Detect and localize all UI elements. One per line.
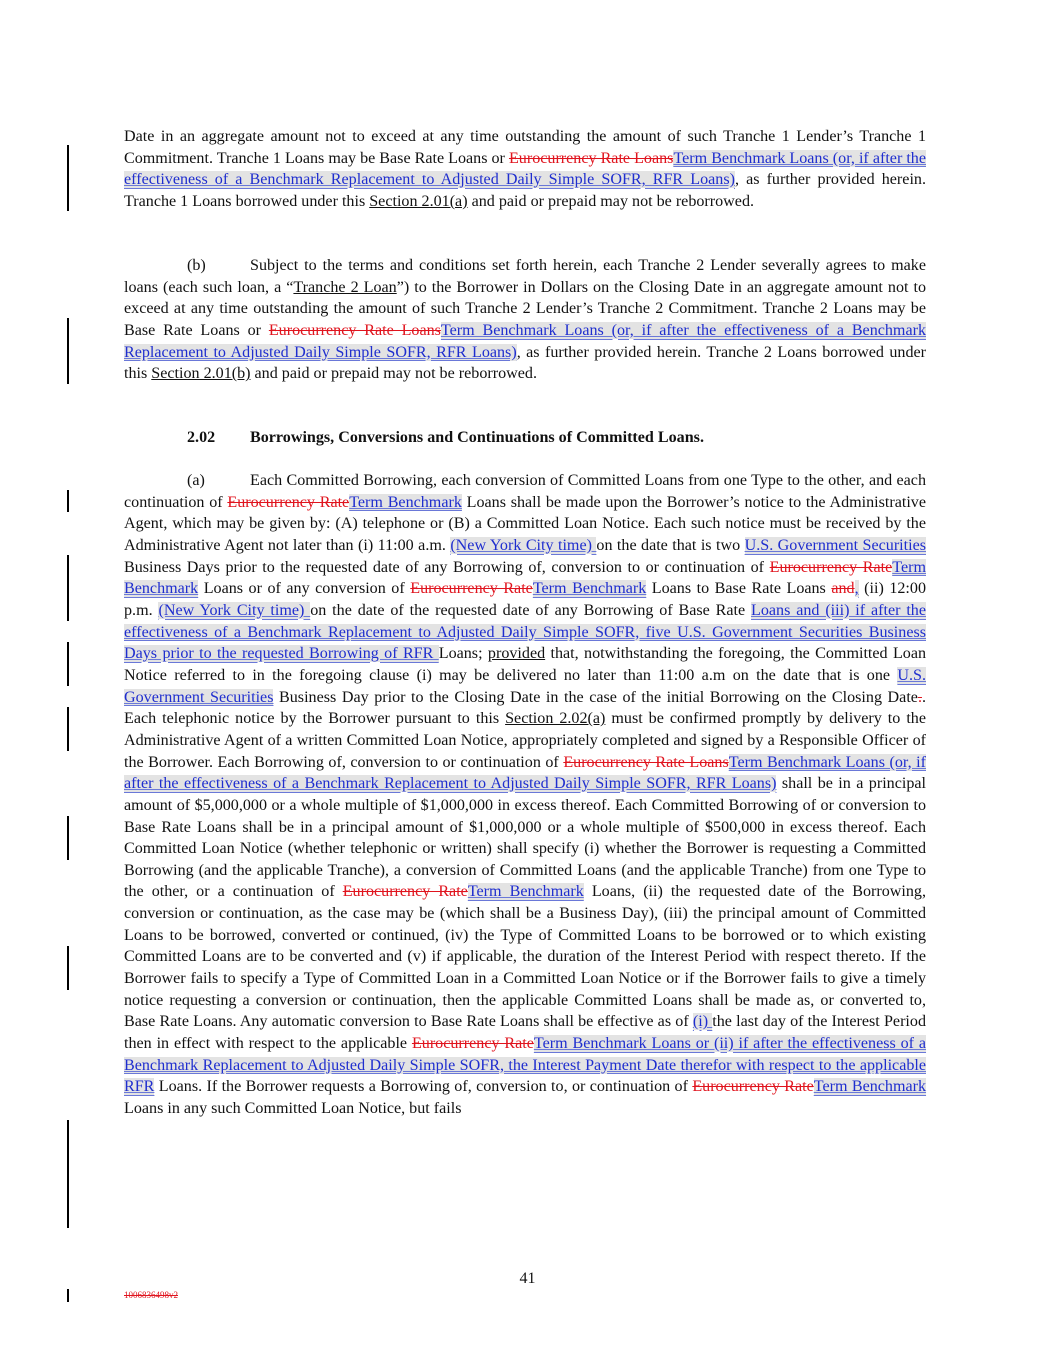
deleted-text: Eurocurrency Rate Loans [508,149,674,167]
inserted-text: Term Benchmark Loans or (ii) if after the effectiveness of a Benchmark Replacement to Adjusted Daily Simple SOFR, the Interest Payment Date therefor with respect to the applicable RFR [124,1035,927,1096]
section-reference: Section 2.02(a) [505,710,606,728]
deleted-text: Eurocurrency Rate [769,558,893,576]
section-title: Borrowings, Conversions and Continuations of Committed Loans. [250,429,704,446]
section-reference: Section 2.01(b) [151,365,251,383]
change-bar [67,642,69,686]
change-bar [67,555,69,621]
inserted-text: Term Benchmark [532,580,647,598]
document-id: 1006836498v2 [124,1290,178,1300]
inserted-text: Term Benchmark Loans (or, if after the effectiveness of a Benchmark Replacement to Adjusted Daily Simple SOFR, RFR Loans) [124,149,926,189]
inserted-text: Term Benchmark Loans (or, if after the effectiveness of a Benchmark Replacement to Adjusted Daily Simple SOFR, RFR Loans) [124,321,926,361]
inserted-text: (i) [692,1013,713,1031]
change-bar [67,490,69,512]
deleted-text: Eurocurrency Rate [410,580,533,598]
deleted-text: Eurocurrency Rate Loans [563,753,729,771]
change-bar [67,1120,69,1228]
inserted-text: Term Benchmark [124,558,926,598]
inserted-text: Term Benchmark Loans (or, if after the effectiveness of a Benchmark Replacement to Adjusted Daily Simple SOFR, RFR Loans) [124,753,926,793]
inserted-text: Term Benchmark [349,493,462,511]
change-bar [67,145,69,211]
clause-label: (a) [187,472,205,489]
defined-term: Tranche 2 Loan [293,278,397,296]
page-number: 41 [519,1270,536,1287]
deleted-text: Eurocurrency Rate [227,493,350,511]
section-number: 2.02 [187,429,216,446]
inserted-text: (New York City time) [450,536,597,554]
inserted-text: U.S. Government Securities [124,666,926,706]
change-bar [67,318,69,384]
inserted-text: Term Benchmark [467,883,584,901]
change-bar [67,707,69,751]
deleted-text: Eurocurrency Rate [692,1078,814,1096]
paragraph-2-01-b: (b) Subject to the terms and conditions set forth herein, each Tranche 2 Lender severally agrees to make loans (each such loan, a “Tranche 2 Loan”) to the Borrower in Dollars on the Closing Date in an aggregate amount not to exceed at any time outstanding the amount of such Tranche 2 Lender’s Tranche 2 Commitment. Tranche 2 Loans may be Base Rate Loans or Eurocurrency Rate LoansTerm Benchmark Loans (or, if after the effectiveness of a Benchmark Replacement to Adjusted Daily Simple SOFR, RFR Loans), as further provided herein. Tranche 2 Loans borrowed under this Section 2.01(b) and paid or prepaid may not be reborrowed. [124,257,926,383]
paragraph-2-02-a: (a) Each Committed Borrowing, each conversion of Committed Loans from one Type to the other, and each continuation of Eurocurrency RateTerm Benchmark Loans shall be made upon the Borrower’s notice to the Administrative Agent, which may be given by: (A) telephone or (B) a Committed Loan Notice. Each such notice must be received by the Administrative Agent not later than (i) 11:00 a.m. (New York City time) on the date that is two U.S. Government Securities Business Days prior to the requested date of any Borrowing of, conversion to or continuation of Eurocurrency RateTerm Benchmark Loans or of any conversion of Eurocurrency RateTerm Benchmark Loans to Base Rate Loans and, (ii) 12:00 p.m. (New York City time) on the date of the requested date of any Borrowing of Base Rate Loans and (iii) if after the effectiveness of a Benchmark Replacement to Adjusted Daily Simple SOFR, five U.S. Government Securities Business Days prior to the requested Borrowing of RFR Loans; provided that, notwithstanding the foregoing, the Committed Loan Notice referred to in the foregoing clause (i) may be delivered no later than 11:00 a.m on the date that is one U.S. Government Securities Business Day prior to the Closing Date in the case of the initial Borrowing on the Closing Date.. Each telephonic notice by the Borrower pursuant to this Section 2.02(a) must be confirmed promptly by delivery to the Administrative Agent of a written Committed Loan Notice, appropriately completed and signed by a Responsible Officer of the Borrower. Each Borrowing of, conversion to or continuation of Eurocurrency Rate LoansTerm Benchmark Loans (or, if after the effectiveness of a Benchmark Replacement to Adjusted Daily Simple SOFR, RFR Loans) shall be in a principal amount of $5,000,000 or a whole multiple of $1,000,000 in excess thereof. Each Committed Borrowing of or conversion to Base Rate Loans shall be in a principal amount of $1,000,000 or a whole multiple of $500,000 in excess thereof. Each Committed Loan Notice (whether telephonic or written) shall specify (i) whether the Borrower is requesting a Committed Borrowing (and the applicable Tranche), a conversion of Committed Loans (and the applicable Tranche) from one Type to the other, or a continuation of Eurocurrency RateTerm Benchmark Loans, (ii) the requested date of the Borrowing, conversion or continuation, as the case may be (which shall be a Business Day), (iii) the principal amount of Committed Loans to be borrowed, converted or continued, (iv) the Type of Committed Loans to be borrowed or to which existing Committed Loans are to be converted and (v) if applicable, the duration of the Interest Period with respect thereto. If the Borrower fails to specify a Type of Committed Loan in a Committed Loan Notice or if the Borrower fails to give a timely notice requesting a conversion or continuation, then the applicable Committed Loans shall be made as, or converted to, Base Rate Loans. Any automatic conversion to Base Rate Loans shall be effective as of (i) the last day of the Interest Period then in effect with respect to the applicable Eurocurrency RateTerm Benchmark Loans or (ii) if after the effectiveness of a Benchmark Replacement to Adjusted Daily Simple SOFR, the Interest Payment Date therefor with respect to the applicable RFR Loans. If the Borrower requests a Borrowing of, conversion to, or continuation of Eurocurrency RateTerm Benchmark Loans in any such Committed Loan Notice, but fails [124,472,927,1118]
inserted-text: Loans and (iii) if after the effectiveness of a Benchmark Replacement to Adjusted Daily Simple SOFR, five U.S. Government Securities Business Days prior to the requested Borrowing of RFR [124,601,926,663]
deleted-text: Eurocurrency Rate [411,1035,534,1053]
change-bar [67,816,69,860]
deleted-text: Eurocurrency Rate [342,883,468,901]
change-bar [67,1289,69,1302]
clause-label: (b) [187,257,206,274]
inserted-text: , [854,580,859,598]
inserted-text: Term Benchmark [813,1078,927,1096]
paragraph-2-01-a-continued: Date in an aggregate amount not to exceed at any time outstanding the amount of such Tranche 1 Lender’s Tranche 1 Commitment. Tranche 1 Loans may be Base Rate Loans or Eurocurrency Rate LoansTerm Benchmark Loans (or, if after the effectiveness of a Benchmark Replacement to Adjusted Daily Simple SOFR, RFR Loans), as further provided herein. Tranche 1 Loans borrowed under this Section 2.01(a) and paid or prepaid may not be reborrowed. [124,128,926,210]
section-reference: Section 2.01(a) [369,192,468,210]
deleted-text: Eurocurrency Rate Loans [268,321,441,339]
proviso-term: provided [487,645,546,663]
inserted-text: (New York City time) [158,601,311,619]
change-bar [67,946,69,990]
section-heading [124,427,926,449]
inserted-text: U.S. Government Securities [744,536,926,554]
deleted-text: and [831,580,855,598]
deleted-text: . [917,688,922,706]
